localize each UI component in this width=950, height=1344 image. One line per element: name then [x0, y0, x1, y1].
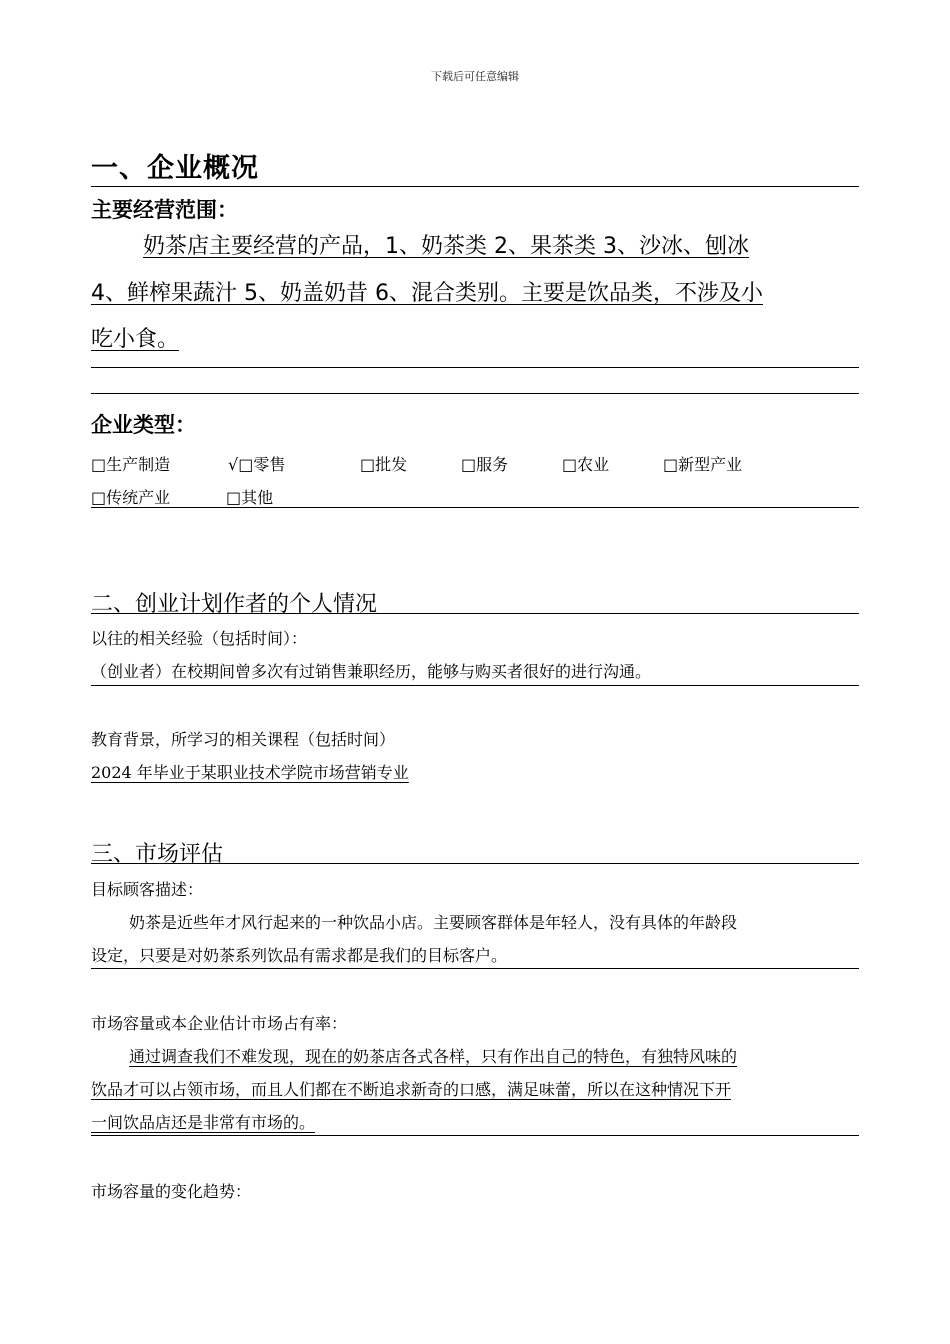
type-checkbox-manufacturing[interactable]: □生产制造	[91, 455, 171, 474]
capacity-line-3: 一间饮品店还是非常有市场的。	[91, 1113, 316, 1132]
divider	[91, 863, 859, 864]
scope-line-3: 吃小食。	[91, 327, 180, 352]
divider	[91, 1135, 859, 1136]
capacity-line-2: 饮品才可以占领市场，而且人们都在不断追求新奇的口感，满足味蕾，所以在这种情况下开	[91, 1080, 732, 1099]
type-checkbox-traditional[interactable]: □传统产业	[91, 488, 171, 507]
type-checkbox-other[interactable]: □其他	[226, 488, 274, 507]
section2-title: 二、创业计划作者的个人情况	[91, 592, 378, 617]
capacity-label: 市场容量或本企业估计市场占有率：	[91, 1014, 348, 1033]
page-header-note: 下载后可任意编辑	[431, 70, 519, 83]
experience-label: 以往的相关经验（包括时间）：	[91, 629, 308, 648]
type-label: 企业类型：	[91, 413, 196, 437]
type-checkbox-agriculture[interactable]: □农业	[562, 455, 610, 474]
section1-title: 一、企业概况	[91, 153, 259, 184]
type-checkbox-wholesale[interactable]: □批发	[360, 455, 408, 474]
divider	[91, 613, 859, 614]
target-line-2: 设定，只要是对奶茶系列饮品有需求都是我们的目标客户。	[91, 946, 508, 965]
target-label: 目标顾客描述：	[91, 880, 204, 899]
divider	[91, 507, 859, 508]
type-checkbox-retail[interactable]: √□零售	[228, 455, 286, 474]
type-checkbox-service[interactable]: □服务	[461, 455, 509, 474]
trend-label: 市场容量的变化趋势：	[91, 1182, 252, 1201]
divider	[91, 393, 859, 394]
divider	[91, 186, 859, 187]
education-label: 教育背景，所学习的相关课程（包括时间）	[91, 730, 396, 749]
divider	[91, 367, 859, 368]
scope-line-1: 奶茶店主要经营的产品，1、奶茶类 2、果茶类 3、沙冰、刨冰	[143, 234, 749, 259]
divider	[91, 685, 859, 686]
capacity-line-1: 通过调查我们不难发现，现在的奶茶店各式各样，只有作出自己的特色，有独特风味的	[129, 1047, 738, 1066]
education-text: 2024 年毕业于某职业技术学院市场营销专业	[91, 763, 409, 782]
scope-line-2: 4、鲜榨果蔬汁 5、奶盖奶昔 6、混合类别。主要是饮品类，不涉及小	[91, 281, 763, 306]
section3-title: 三、市场评估	[91, 842, 224, 867]
experience-text: （创业者）在校期间曾多次有过销售兼职经历，能够与购买者很好的进行沟通。	[91, 662, 652, 681]
divider	[91, 968, 859, 969]
scope-label: 主要经营范围：	[91, 198, 238, 222]
target-line-1: 奶茶是近些年才风行起来的一种饮品小店。主要顾客群体是年轻人，没有具体的年龄段	[129, 913, 738, 932]
type-checkbox-new-industry[interactable]: □新型产业	[663, 455, 743, 474]
